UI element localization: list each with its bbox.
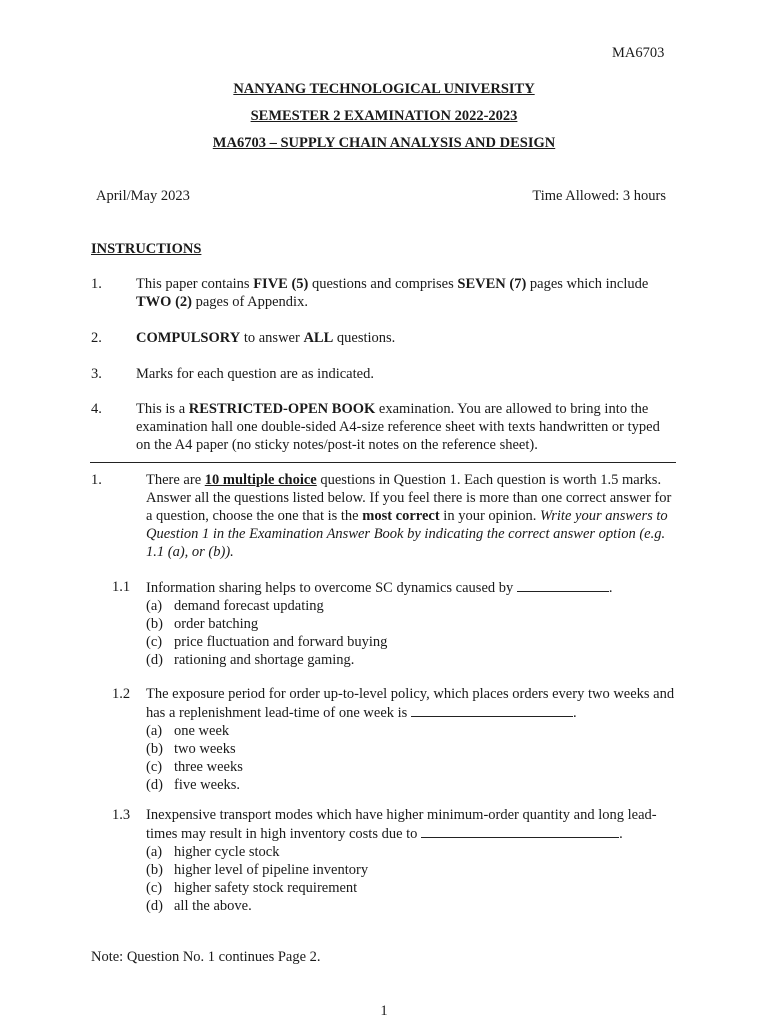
subquestion-1-2 (112, 685, 676, 794)
time-allowed: Time Allowed: 3 hours (532, 188, 666, 204)
instruction-item (91, 365, 676, 383)
instruction-text: Marks for each question are as indicated. (136, 366, 374, 382)
course-title: MA6703 – SUPPLY CHAIN ANALYSIS AND DESIGN (212, 135, 556, 151)
divider-rule (90, 462, 676, 463)
instruction-item (91, 329, 676, 347)
option-item: (b) order batching (146, 616, 259, 632)
instruction-text: This paper contains FIVE (5) questions and comprises SEVEN (7) pages which include TWO (2) pages of Appendix. (136, 276, 649, 310)
question-1 (91, 471, 676, 561)
instruction-number: 1. (91, 276, 102, 292)
question-number: 1. (91, 472, 102, 488)
instruction-item (91, 275, 676, 311)
exam-title: SEMESTER 2 EXAMINATION 2022-2023 (250, 108, 518, 124)
instruction-text: COMPULSORY to answer ALL questions. (136, 330, 396, 346)
answer-blank (421, 824, 619, 838)
exam-date: April/May 2023 (96, 188, 190, 204)
option-item: (d) rationing and shortage gaming. (146, 652, 355, 668)
option-item: (b) higher level of pipeline inventory (146, 862, 369, 878)
question-1-instructions: There are 10 multiple choice questions in Question 1. Each question is worth 1.5 marks. Answer all the questions listed below. If you feel there is more than one correct answer for a question, choose the one that is the most correct in your opinion. Write your answers to Question 1 in the Examination Answer Book by indicating the correct answer option (e.g. 1.1 (a), or (b)). (146, 472, 672, 560)
subquestion-1-1 (112, 578, 676, 669)
option-item: (d) all the above. (146, 898, 252, 914)
instructions-heading: INSTRUCTIONS (91, 241, 202, 257)
option-item: (a) higher cycle stock (146, 844, 280, 860)
continuation-note: Note: Question No. 1 continues Page 2. (91, 949, 321, 965)
subquestion-text: Information sharing helps to overcome SC dynamics caused by . (146, 580, 613, 596)
instruction-text: This is a RESTRICTED-OPEN BOOK examination. You are allowed to bring into the examination hall one double-sided A4-size reference sheet with texts handwritten or typed on the A4 paper (no sticky notes/post-it notes on the reference sheet). (136, 401, 660, 453)
course-code-header: MA6703 (612, 45, 665, 61)
subquestion-text: Inexpensive transport modes which have higher minimum-order quantity and long lead-times may result in high inventory costs due to . (146, 807, 657, 842)
instruction-number: 2. (91, 330, 102, 346)
page-number: 1 (380, 1003, 388, 1019)
option-item: (c) price fluctuation and forward buying (146, 634, 388, 650)
subquestion-number: 1.3 (112, 807, 131, 823)
instruction-number: 4. (91, 401, 102, 417)
subquestion-number: 1.1 (112, 579, 131, 595)
option-item: (d) five weeks. (146, 777, 241, 793)
instruction-number: 3. (91, 366, 102, 382)
answer-blank (411, 703, 573, 717)
option-item: (b) two weeks (146, 741, 236, 757)
option-item: (a) demand forecast updating (146, 598, 324, 614)
subquestion-text: The exposure period for order up-to-level policy, which places orders every two weeks and has a replenishment lead-time of one week is . (146, 686, 675, 721)
answer-blank (517, 578, 609, 592)
subquestion-1-3 (112, 806, 676, 915)
option-item: (c) higher safety stock requirement (146, 880, 358, 896)
instruction-item (91, 400, 676, 454)
option-item: (c) three weeks (146, 759, 243, 775)
university-title: NANYANG TECHNOLOGICAL UNIVERSITY (233, 81, 535, 97)
option-item: (a) one week (146, 723, 230, 739)
subquestion-number: 1.2 (112, 686, 131, 702)
